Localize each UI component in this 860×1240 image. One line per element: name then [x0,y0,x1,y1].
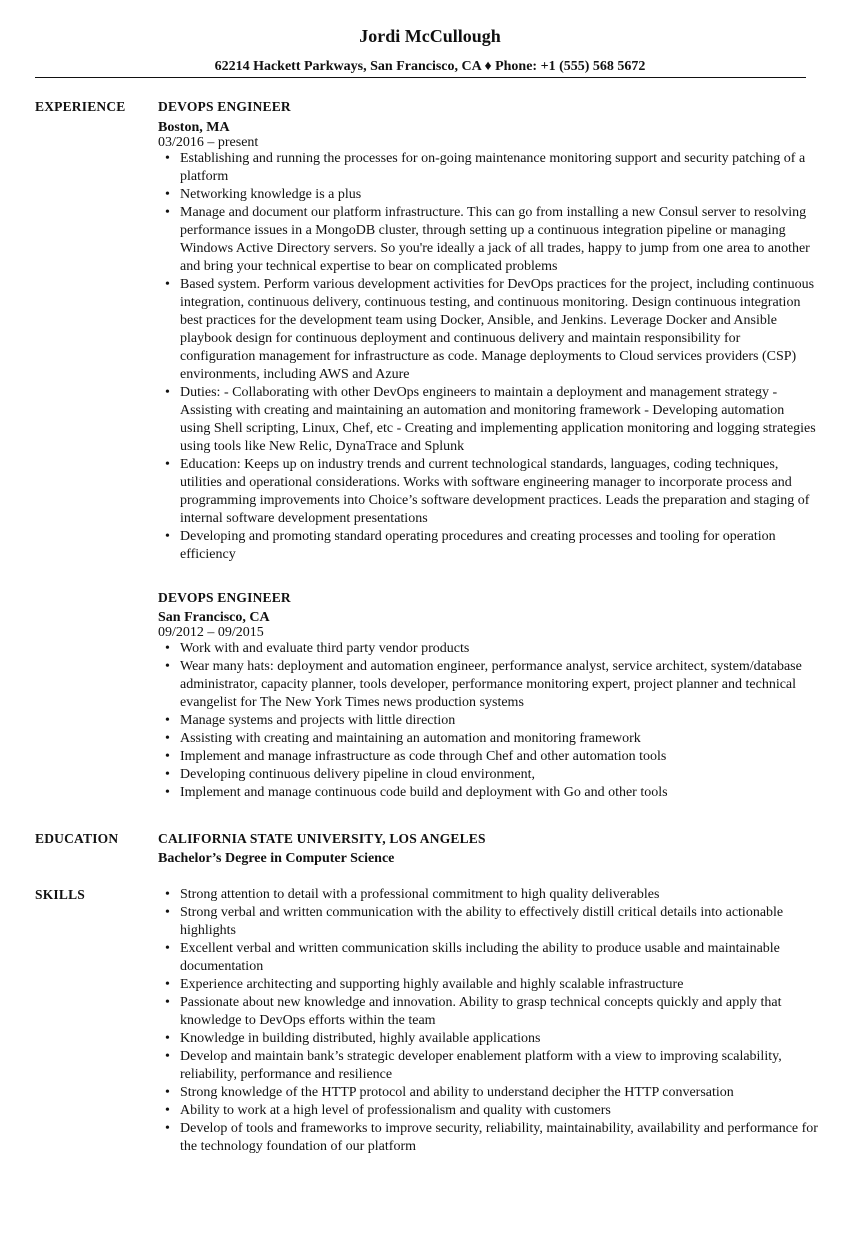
list-item: • Developing continuous delivery pipeline in cloud environment, [158,766,818,784]
list-item: • Work with and evaluate third party vendor products [158,640,818,658]
job-title: DEVOPS ENGINEER [158,99,291,114]
experience-section-label: EXPERIENCE [35,99,126,114]
list-item: • Implement and manage infrastructure as code through Chef and other automation tools [158,748,818,766]
list-item: • Developing and promoting standard operating procedures and creating processes and tooling for operation efficiency [158,528,818,564]
school-name: CALIFORNIA STATE UNIVERSITY, LOS ANGELES [158,831,486,846]
list-item: • Excellent verbal and written communication skills including the ability to produce usable and maintainable documentation [158,940,818,976]
candidate-name: Jordi McCullough [359,26,501,46]
list-item: • Assisting with creating and maintaining an automation and monitoring framework [158,730,818,748]
job-location: Boston, MA [158,120,230,135]
list-item: • Education: Keeps up on industry trends and current technological standards, languages, coding techniques, utilities and operational considerations. Works with software engineering manager to incorporate process and programming improvements into Choice’s software development practices. Leads the preparation and staging of internal software development presentations [158,456,818,528]
job-title: DEVOPS ENGINEER [158,590,291,605]
list-item: • Strong knowledge of the HTTP protocol and ability to understand decipher the HTTP conversation [158,1084,818,1102]
job-location: San Francisco, CA [158,610,270,625]
list-item: • Wear many hats: deployment and automation engineer, performance analyst, service architect, system/database administrator, capacity planner, tools developer, performance monitoring expert, project planner and technical evangelist for The New York Times news production systems [158,658,818,712]
degree-name: Bachelor’s Degree in Computer Science [158,851,395,866]
list-item: • Manage and document our platform infrastructure. This can go from installing a new Consul server to resolving performance issues in a MongoDB cluster, through setting up a continuous integration pipeline or managing Windows Active Directory servers. So you're ideally a jack of all trades, happy to jump from one area to another and bring your technical expertise to bear on complicated problems [158,204,818,276]
job-dates: 09/2012 – 09/2015 [158,625,264,640]
list-item: • Knowledge in building distributed, highly available applications [158,1030,818,1048]
list-item: • Ability to work at a high level of professionalism and quality with customers [158,1102,818,1120]
header-divider [35,77,806,78]
list-item: • Manage systems and projects with little direction [158,712,818,730]
skills-list [158,886,818,1156]
contact-line: 62214 Hackett Parkways, San Francisco, CA ♦ Phone: +1 (555) 568 5672 [214,59,646,74]
job-duties-list [158,640,818,802]
education-section-label: EDUCATION [35,831,119,846]
list-item: • Implement and manage continuous code build and deployment with Go and other tools [158,784,818,802]
job-duties-list [158,150,818,564]
list-item: • Experience architecting and supporting highly available and highly scalable infrastructure [158,976,818,994]
list-item: • Based system. Perform various development activities for DevOps practices for the project, including continuous integration, continuous delivery, continuous testing, and continuous monitoring. Design continuous integration best practices for the development team using Docker, Ansible, and Jenkins. Leverage Docker and Ansible playbook design for continuous deployment and continuous delivery and maintain responsibility for configuration management for infrastructure as code. Manage deployments to Cloud services providers (CSP) environments, including AWS and Azure [158,276,818,384]
list-item: • Strong verbal and written communication with the ability to effectively distill critical details into actionable highlights [158,904,818,940]
list-item: • Establishing and running the processes for on-going maintenance monitoring support and security patching of a platform [158,150,818,186]
list-item: • Duties: - Collaborating with other DevOps engineers to maintain a deployment and management strategy - Assisting with creating and maintaining an automation and monitoring framework - Developing automation using Shell scripting, Linux, Chef, etc - Creating and implementing application monitoring and logging strategies using tools like New Relic, DynaTrace and Splunk [158,384,818,456]
list-item: • Develop of tools and frameworks to improve security, reliability, maintainability, availability and performance for the technology foundation of our platform [158,1120,818,1156]
skills-section-label: SKILLS [35,887,85,902]
list-item: • Develop and maintain bank’s strategic developer enablement platform with a view to improving scalability, reliability, performance and resilience [158,1048,818,1084]
list-item: • Passionate about new knowledge and innovation. Ability to grasp technical concepts quickly and apply that knowledge to DevOps efforts within the team [158,994,818,1030]
list-item: • Networking knowledge is a plus [158,186,818,204]
list-item: • Strong attention to detail with a professional commitment to high quality deliverables [158,886,818,904]
job-dates: 03/2016 – present [158,135,259,150]
